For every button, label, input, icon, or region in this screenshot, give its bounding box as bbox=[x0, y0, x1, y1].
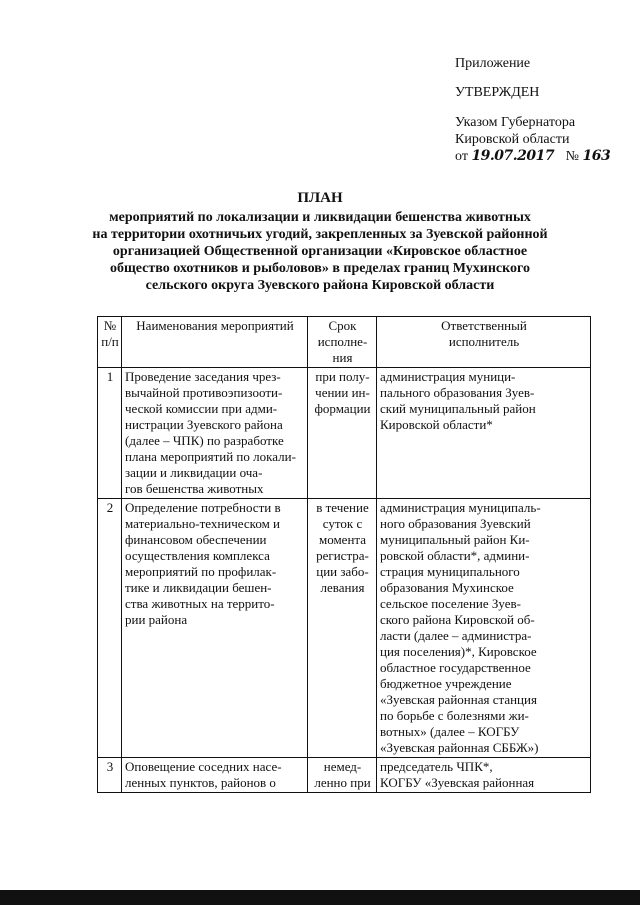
cell-line: Проведение заседания чрез- bbox=[125, 369, 281, 384]
cell-line: формации bbox=[314, 401, 371, 416]
cell-line: образования Мухинское bbox=[380, 580, 514, 595]
approval-region: Кировской области bbox=[455, 132, 570, 147]
table-row bbox=[98, 499, 591, 758]
header-line: Срок bbox=[328, 318, 357, 333]
header-responsible bbox=[377, 317, 591, 368]
cell-line: суток с bbox=[322, 516, 363, 531]
row-responsible bbox=[377, 368, 591, 499]
header-number bbox=[98, 317, 122, 368]
approval-approved: УТВЕРЖДЕН bbox=[455, 85, 540, 100]
header-line: Наименования мероприятий bbox=[136, 318, 294, 333]
cell-line: бюджетное учреждение bbox=[380, 676, 512, 691]
header-term bbox=[308, 317, 377, 368]
cell-line: администрация муници- bbox=[380, 369, 516, 384]
cell-line: ровской области*, админи- bbox=[380, 548, 530, 563]
plan-table bbox=[97, 316, 591, 793]
cell-line: финансовом обеспечении bbox=[125, 532, 267, 547]
cell-line: гов бешенства животных bbox=[125, 481, 264, 496]
cell-line: тике и ликвидации бешен- bbox=[125, 580, 272, 595]
cell-line: «Зуевская районная СББЖ») bbox=[380, 740, 539, 755]
plan-subtitle-line: сельского округа Зуевского района Кировской области bbox=[145, 278, 495, 293]
row-activity bbox=[122, 758, 308, 793]
cell-line: председатель ЧПК*, bbox=[380, 759, 493, 774]
cell-line: ческой комиссии при адми- bbox=[125, 401, 278, 416]
table-row bbox=[98, 368, 591, 499]
header-line: Ответственный bbox=[441, 318, 527, 333]
cell-line: материально-техническом и bbox=[125, 516, 281, 531]
plan-subtitle-line: организацией Общественной организации «Кировское областное bbox=[112, 244, 528, 259]
row-responsible bbox=[377, 758, 591, 793]
cell-line: нистрации Зуевского района bbox=[125, 417, 283, 432]
cell-line: регистра- bbox=[316, 548, 369, 563]
header-line: ния bbox=[332, 350, 353, 365]
approval-date-line bbox=[455, 148, 610, 165]
row-responsible bbox=[377, 499, 591, 758]
row-activity bbox=[122, 368, 308, 499]
cell-line: вотных» (далее – КОГБУ bbox=[380, 724, 520, 739]
cell-line: момента bbox=[318, 532, 367, 547]
approval-decree: Указом Губернатора bbox=[455, 115, 576, 130]
cell-line: рии района bbox=[125, 612, 188, 627]
cell-line: ции забо- bbox=[316, 564, 369, 579]
cell-line: ского района Кировской об- bbox=[380, 612, 535, 627]
cell-line: вычайной противоэпизооти- bbox=[125, 385, 283, 400]
cell-line: сельское поселение Зуев- bbox=[380, 596, 521, 611]
cell-line: ного образования Зуевский bbox=[380, 516, 531, 531]
cell-line: областное государственное bbox=[380, 660, 531, 675]
number-prefix: № bbox=[565, 149, 579, 164]
row-number: 2 bbox=[98, 499, 122, 758]
plan-title bbox=[80, 190, 560, 294]
cell-line: ский муниципальный район bbox=[380, 401, 536, 416]
cell-line: левания bbox=[320, 580, 365, 595]
date-prefix: от bbox=[455, 149, 468, 164]
cell-line: пального образования Зуев- bbox=[380, 385, 535, 400]
cell-line: Кировской области* bbox=[380, 417, 493, 432]
plan-subtitle-line: общество охотников и рыболовов» в пределах границ Мухинского bbox=[109, 261, 531, 276]
header-name bbox=[122, 317, 308, 368]
plan-heading: ПЛАН bbox=[297, 190, 343, 206]
cell-line: немед- bbox=[323, 759, 362, 774]
cell-line: при полу- bbox=[315, 369, 370, 384]
header-line: п/п bbox=[101, 334, 119, 349]
table-row bbox=[98, 758, 591, 793]
cell-line: КОГБУ «Зуевская районная bbox=[380, 775, 535, 790]
header-line: № bbox=[103, 318, 117, 333]
row-number: 1 bbox=[98, 368, 122, 499]
cell-line: осуществления комплекса bbox=[125, 548, 270, 563]
plan-subtitle-line: мероприятий по локализации и ликвидации бешенства животных bbox=[109, 210, 531, 225]
table-header-row bbox=[98, 317, 591, 368]
cell-line: плана мероприятий по локали- bbox=[125, 449, 296, 464]
cell-line: (далее – ЧПК) по разработке bbox=[125, 433, 284, 448]
cell-line: администрация муниципаль- bbox=[380, 500, 541, 515]
number-handwritten: 163 bbox=[582, 148, 611, 164]
row-term bbox=[308, 499, 377, 758]
row-term bbox=[308, 758, 377, 793]
header-line: исполнитель bbox=[448, 334, 520, 349]
cell-line: ленно при bbox=[314, 775, 371, 790]
row-term bbox=[308, 368, 377, 499]
plan-subtitle-line: на территории охотничьих угодий, закрепленных за Зуевской районной bbox=[92, 227, 548, 242]
scan-edge bbox=[0, 890, 640, 905]
cell-line: ленных пунктов, районов о bbox=[125, 775, 276, 790]
cell-line: в течение bbox=[316, 500, 369, 515]
cell-line: Оповещение соседних насе- bbox=[125, 759, 282, 774]
approval-appendix: Приложение bbox=[455, 56, 531, 71]
cell-line: страция муниципального bbox=[380, 564, 520, 579]
row-activity bbox=[122, 499, 308, 758]
date-handwritten: 19.07.2017 bbox=[471, 148, 555, 164]
cell-line: чении ин- bbox=[315, 385, 370, 400]
cell-line: Определение потребности в bbox=[125, 500, 281, 515]
cell-line: ласти (далее – администра- bbox=[380, 628, 532, 643]
cell-line: мероприятий по профилак- bbox=[125, 564, 277, 579]
header-line: исполне- bbox=[317, 334, 368, 349]
cell-line: по борьбе с болезнями жи- bbox=[380, 708, 529, 723]
cell-line: ция поселения)*, Кировское bbox=[380, 644, 537, 659]
cell-line: зации и ликвидации оча- bbox=[125, 465, 263, 480]
plan-subtitle bbox=[80, 209, 560, 294]
row-number: 3 bbox=[98, 758, 122, 793]
cell-line: ства животных на террито- bbox=[125, 596, 275, 611]
cell-line: муниципальный район Ки- bbox=[380, 532, 530, 547]
cell-line: «Зуевская районная станция bbox=[380, 692, 537, 707]
